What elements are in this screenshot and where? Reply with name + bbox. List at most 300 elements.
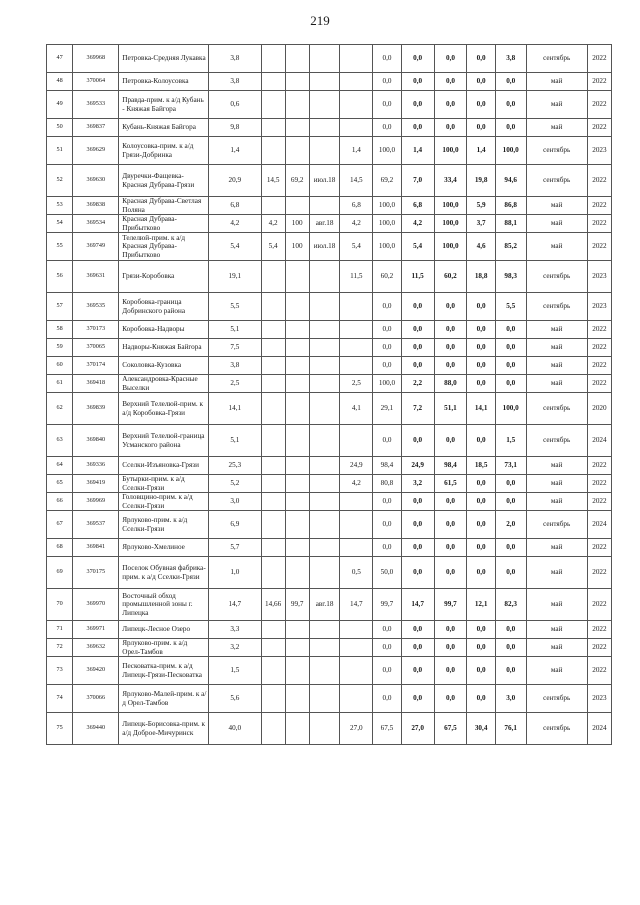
cell-month: май <box>526 475 587 493</box>
cell-f: 7,2 <box>401 393 434 425</box>
cell-g: 61,5 <box>434 475 467 493</box>
cell-h: 0,0 <box>467 73 495 91</box>
cell-h: 3,7 <box>467 215 495 233</box>
cell-len: 1,5 <box>209 657 262 685</box>
cell-code: 369440 <box>73 713 119 745</box>
cell-g: 0,0 <box>434 293 467 321</box>
table-row <box>47 685 612 713</box>
cell-d: 2,5 <box>340 375 373 393</box>
cell-i: 82,3 <box>495 589 526 621</box>
cell-month: май <box>526 233 587 261</box>
cell-f: 0,0 <box>401 293 434 321</box>
cell-year: 2022 <box>587 375 611 393</box>
cell-len: 0,6 <box>209 91 262 119</box>
cell-n: 58 <box>47 321 73 339</box>
cell-n: 63 <box>47 425 73 457</box>
cell-year: 2023 <box>587 137 611 165</box>
cell-h: 0,0 <box>467 511 495 539</box>
cell-year: 2022 <box>587 639 611 657</box>
cell-g: 88,0 <box>434 375 467 393</box>
cell-h: 14,1 <box>467 393 495 425</box>
cell-f: 4,2 <box>401 215 434 233</box>
cell-month: сентябрь <box>526 293 587 321</box>
cell-a <box>261 639 285 657</box>
cell-name: Двуречки-Фащевка-Красная Дубрава-Грязи <box>119 165 209 197</box>
cell-a <box>261 321 285 339</box>
cell-month: май <box>526 557 587 589</box>
cell-n: 64 <box>47 457 73 475</box>
cell-year: 2022 <box>587 45 611 73</box>
cell-len: 5,2 <box>209 475 262 493</box>
cell-i: 0,0 <box>495 119 526 137</box>
cell-n: 74 <box>47 685 73 713</box>
cell-i: 0,0 <box>495 73 526 91</box>
cell-f: 0,0 <box>401 657 434 685</box>
cell-e: 0,0 <box>373 321 401 339</box>
cell-a: 14,5 <box>261 165 285 197</box>
table-row <box>47 357 612 375</box>
cell-f: 7,0 <box>401 165 434 197</box>
cell-i: 98,3 <box>495 261 526 293</box>
cell-f: 5,4 <box>401 233 434 261</box>
cell-code: 369533 <box>73 91 119 119</box>
cell-name: Александровка-Красные Выселки <box>119 375 209 393</box>
cell-g: 0,0 <box>434 321 467 339</box>
cell-d: 6,8 <box>340 197 373 215</box>
cell-name: Правда-прим. к а/д Кубань - Княжая Байгора <box>119 91 209 119</box>
cell-n: 61 <box>47 375 73 393</box>
cell-e: 0,0 <box>373 357 401 375</box>
cell-code: 369535 <box>73 293 119 321</box>
cell-a <box>261 493 285 511</box>
table-row <box>47 91 612 119</box>
cell-g: 0,0 <box>434 621 467 639</box>
cell-month: май <box>526 621 587 639</box>
cell-f: 3,2 <box>401 475 434 493</box>
cell-c <box>309 375 340 393</box>
cell-code: 369418 <box>73 375 119 393</box>
cell-d <box>340 621 373 639</box>
cell-h: 5,9 <box>467 197 495 215</box>
cell-d <box>340 293 373 321</box>
cell-len: 4,2 <box>209 215 262 233</box>
cell-name: Соколовка-Кузовка <box>119 357 209 375</box>
cell-code: 369969 <box>73 493 119 511</box>
cell-code: 369419 <box>73 475 119 493</box>
cell-d <box>340 639 373 657</box>
cell-month: сентябрь <box>526 425 587 457</box>
cell-c <box>309 639 340 657</box>
cell-e: 0,0 <box>373 639 401 657</box>
cell-b <box>285 657 309 685</box>
cell-h: 0,0 <box>467 91 495 119</box>
cell-b: 100 <box>285 215 309 233</box>
cell-code: 369632 <box>73 639 119 657</box>
cell-i: 73,1 <box>495 457 526 475</box>
cell-b <box>285 91 309 119</box>
cell-e: 0,0 <box>373 45 401 73</box>
cell-c: авг.18 <box>309 589 340 621</box>
cell-d <box>340 321 373 339</box>
cell-n: 60 <box>47 357 73 375</box>
cell-year: 2022 <box>587 589 611 621</box>
cell-name: Ярлуково-Малей-прим. к а/д Орел-Тамбов <box>119 685 209 713</box>
cell-month: май <box>526 321 587 339</box>
cell-b <box>285 261 309 293</box>
cell-d <box>340 339 373 357</box>
cell-g: 0,0 <box>434 657 467 685</box>
cell-code: 369840 <box>73 425 119 457</box>
table-row <box>47 539 612 557</box>
cell-e: 0,0 <box>373 293 401 321</box>
cell-i: 76,1 <box>495 713 526 745</box>
cell-c <box>309 45 340 73</box>
cell-c <box>309 475 340 493</box>
cell-d <box>340 119 373 137</box>
cell-c <box>309 137 340 165</box>
cell-n: 68 <box>47 539 73 557</box>
cell-d <box>340 657 373 685</box>
cell-b <box>285 375 309 393</box>
cell-len: 5,5 <box>209 293 262 321</box>
cell-len: 5,4 <box>209 233 262 261</box>
cell-len: 7,5 <box>209 339 262 357</box>
cell-f: 0,0 <box>401 685 434 713</box>
cell-h: 0,0 <box>467 119 495 137</box>
cell-n: 49 <box>47 91 73 119</box>
table-row <box>47 215 612 233</box>
table-row <box>47 137 612 165</box>
cell-d: 0,5 <box>340 557 373 589</box>
cell-month: сентябрь <box>526 137 587 165</box>
cell-e: 50,0 <box>373 557 401 589</box>
cell-n: 70 <box>47 589 73 621</box>
cell-b <box>285 475 309 493</box>
cell-len: 3,8 <box>209 45 262 73</box>
cell-g: 0,0 <box>434 557 467 589</box>
cell-len: 14,1 <box>209 393 262 425</box>
cell-h: 18,5 <box>467 457 495 475</box>
cell-code: 369534 <box>73 215 119 233</box>
cell-e: 98,4 <box>373 457 401 475</box>
cell-i: 0,0 <box>495 621 526 639</box>
cell-code: 369631 <box>73 261 119 293</box>
cell-c <box>309 261 340 293</box>
cell-month: май <box>526 73 587 91</box>
cell-a: 5,4 <box>261 233 285 261</box>
cell-b <box>285 293 309 321</box>
cell-year: 2022 <box>587 493 611 511</box>
cell-a <box>261 45 285 73</box>
cell-c <box>309 91 340 119</box>
cell-len: 25,3 <box>209 457 262 475</box>
cell-month: май <box>526 119 587 137</box>
cell-month: май <box>526 357 587 375</box>
table-row <box>47 511 612 539</box>
cell-i: 0,0 <box>495 539 526 557</box>
cell-c <box>309 539 340 557</box>
cell-c <box>309 73 340 91</box>
cell-year: 2022 <box>587 215 611 233</box>
cell-c <box>309 657 340 685</box>
cell-b <box>285 357 309 375</box>
cell-c <box>309 713 340 745</box>
cell-code: 369630 <box>73 165 119 197</box>
cell-i: 100,0 <box>495 137 526 165</box>
cell-len: 1,0 <box>209 557 262 589</box>
table-row <box>47 233 612 261</box>
cell-year: 2024 <box>587 425 611 457</box>
cell-n: 75 <box>47 713 73 745</box>
cell-len: 6,9 <box>209 511 262 539</box>
cell-i: 100,0 <box>495 393 526 425</box>
cell-year: 2022 <box>587 457 611 475</box>
cell-n: 71 <box>47 621 73 639</box>
cell-e: 67,5 <box>373 713 401 745</box>
cell-c <box>309 393 340 425</box>
cell-a <box>261 137 285 165</box>
table-row <box>47 321 612 339</box>
cell-a <box>261 539 285 557</box>
cell-e: 69,2 <box>373 165 401 197</box>
cell-f: 0,0 <box>401 357 434 375</box>
cell-g: 0,0 <box>434 425 467 457</box>
cell-code: 369837 <box>73 119 119 137</box>
cell-n: 54 <box>47 215 73 233</box>
cell-b <box>285 73 309 91</box>
cell-d: 14,7 <box>340 589 373 621</box>
cell-len: 5,6 <box>209 685 262 713</box>
cell-g: 0,0 <box>434 493 467 511</box>
cell-i: 3,0 <box>495 685 526 713</box>
cell-month: сентябрь <box>526 713 587 745</box>
cell-n: 53 <box>47 197 73 215</box>
cell-name: Петровка-Колоусовка <box>119 73 209 91</box>
cell-n: 52 <box>47 165 73 197</box>
cell-h: 0,0 <box>467 621 495 639</box>
table-row <box>47 73 612 91</box>
table-row <box>47 557 612 589</box>
cell-e: 0,0 <box>373 119 401 137</box>
cell-d <box>340 493 373 511</box>
cell-i: 0,0 <box>495 91 526 119</box>
cell-a <box>261 73 285 91</box>
cell-name: Петровка-Средняя Лукавка <box>119 45 209 73</box>
cell-len: 5,1 <box>209 321 262 339</box>
cell-i: 0,0 <box>495 639 526 657</box>
cell-b <box>285 425 309 457</box>
cell-a <box>261 511 285 539</box>
cell-c <box>309 621 340 639</box>
cell-name: Грязи-Коробовка <box>119 261 209 293</box>
cell-n: 50 <box>47 119 73 137</box>
table-row <box>47 657 612 685</box>
cell-name: Колоусовка-прим. к а/д Грязи-Добринка <box>119 137 209 165</box>
cell-d <box>340 357 373 375</box>
cell-d: 27,0 <box>340 713 373 745</box>
cell-a <box>261 475 285 493</box>
cell-h: 0,0 <box>467 357 495 375</box>
cell-n: 69 <box>47 557 73 589</box>
cell-code: 369839 <box>73 393 119 425</box>
cell-f: 0,0 <box>401 493 434 511</box>
cell-name: Головщино-прим. к а/д Сселки-Грязи <box>119 493 209 511</box>
cell-g: 0,0 <box>434 511 467 539</box>
cell-b <box>285 639 309 657</box>
cell-len: 5,1 <box>209 425 262 457</box>
cell-month: май <box>526 197 587 215</box>
cell-f: 24,9 <box>401 457 434 475</box>
cell-e: 0,0 <box>373 657 401 685</box>
cell-len: 3,8 <box>209 73 262 91</box>
cell-year: 2022 <box>587 73 611 91</box>
cell-f: 0,0 <box>401 73 434 91</box>
cell-month: май <box>526 657 587 685</box>
cell-year: 2022 <box>587 197 611 215</box>
cell-f: 0,0 <box>401 621 434 639</box>
cell-b <box>285 511 309 539</box>
cell-g: 100,0 <box>434 215 467 233</box>
cell-i: 0,0 <box>495 493 526 511</box>
cell-b <box>285 197 309 215</box>
cell-month: май <box>526 375 587 393</box>
cell-name: Ярлуково-Хмелиное <box>119 539 209 557</box>
cell-month: сентябрь <box>526 165 587 197</box>
cell-month: май <box>526 493 587 511</box>
cell-code: 369537 <box>73 511 119 539</box>
table-row <box>47 713 612 745</box>
cell-b <box>285 621 309 639</box>
cell-name: Коробовка-граница Добринского района <box>119 293 209 321</box>
cell-b <box>285 557 309 589</box>
cell-c <box>309 339 340 357</box>
cell-d: 1,4 <box>340 137 373 165</box>
cell-h: 0,0 <box>467 557 495 589</box>
cell-g: 0,0 <box>434 119 467 137</box>
cell-g: 0,0 <box>434 73 467 91</box>
cell-c <box>309 197 340 215</box>
cell-c <box>309 557 340 589</box>
cell-g: 100,0 <box>434 233 467 261</box>
cell-month: сентябрь <box>526 45 587 73</box>
cell-len: 9,8 <box>209 119 262 137</box>
cell-a <box>261 293 285 321</box>
cell-name: Верхний Телелюй-прим. к а/д Коробовка-Грязи <box>119 393 209 425</box>
cell-code: 369336 <box>73 457 119 475</box>
cell-g: 0,0 <box>434 685 467 713</box>
cell-name: Поселок Обувная фабрика-прим. к а/д Сселки-Грязи <box>119 557 209 589</box>
cell-i: 88,1 <box>495 215 526 233</box>
cell-b <box>285 685 309 713</box>
cell-year: 2024 <box>587 713 611 745</box>
cell-e: 60,2 <box>373 261 401 293</box>
cell-n: 72 <box>47 639 73 657</box>
cell-g: 0,0 <box>434 357 467 375</box>
cell-g: 98,4 <box>434 457 467 475</box>
cell-e: 0,0 <box>373 339 401 357</box>
cell-len: 1,4 <box>209 137 262 165</box>
cell-name: Ярлуково-прим. к а/д Орел-Тамбов <box>119 639 209 657</box>
cell-len: 19,1 <box>209 261 262 293</box>
cell-len: 3,3 <box>209 621 262 639</box>
cell-f: 0,0 <box>401 45 434 73</box>
cell-year: 2023 <box>587 261 611 293</box>
cell-f: 0,0 <box>401 557 434 589</box>
cell-d: 24,9 <box>340 457 373 475</box>
cell-month: май <box>526 91 587 119</box>
cell-a <box>261 393 285 425</box>
cell-f: 0,0 <box>401 639 434 657</box>
cell-code: 369629 <box>73 137 119 165</box>
cell-d: 14,5 <box>340 165 373 197</box>
cell-month: сентябрь <box>526 685 587 713</box>
table-row <box>47 165 612 197</box>
cell-f: 27,0 <box>401 713 434 745</box>
cell-a: 14,66 <box>261 589 285 621</box>
cell-h: 0,0 <box>467 425 495 457</box>
cell-n: 57 <box>47 293 73 321</box>
cell-h: 0,0 <box>467 539 495 557</box>
cell-month: сентябрь <box>526 261 587 293</box>
cell-b <box>285 457 309 475</box>
cell-a <box>261 457 285 475</box>
cell-code: 370064 <box>73 73 119 91</box>
cell-b: 99,7 <box>285 589 309 621</box>
cell-c <box>309 511 340 539</box>
cell-i: 1,5 <box>495 425 526 457</box>
cell-year: 2022 <box>587 233 611 261</box>
cell-len: 20,9 <box>209 165 262 197</box>
cell-c <box>309 321 340 339</box>
cell-i: 85,2 <box>495 233 526 261</box>
cell-h: 0,0 <box>467 321 495 339</box>
cell-c <box>309 293 340 321</box>
cell-h: 0,0 <box>467 375 495 393</box>
cell-name: Кубань-Княжая Байгора <box>119 119 209 137</box>
cell-g: 100,0 <box>434 197 467 215</box>
cell-e: 0,0 <box>373 539 401 557</box>
cell-f: 0,0 <box>401 425 434 457</box>
cell-len: 40,0 <box>209 713 262 745</box>
cell-h: 30,4 <box>467 713 495 745</box>
cell-n: 66 <box>47 493 73 511</box>
cell-a <box>261 119 285 137</box>
cell-b <box>285 393 309 425</box>
table-row <box>47 45 612 73</box>
cell-name: Восточный обход промышленной зоны г. Липецка <box>119 589 209 621</box>
cell-g: 0,0 <box>434 539 467 557</box>
cell-n: 62 <box>47 393 73 425</box>
cell-year: 2022 <box>587 339 611 357</box>
cell-b <box>285 119 309 137</box>
cell-len: 5,7 <box>209 539 262 557</box>
cell-len: 6,8 <box>209 197 262 215</box>
cell-h: 1,4 <box>467 137 495 165</box>
cell-i: 2,0 <box>495 511 526 539</box>
cell-month: сентябрь <box>526 511 587 539</box>
table-row <box>47 589 612 621</box>
cell-d <box>340 73 373 91</box>
cell-h: 12,1 <box>467 589 495 621</box>
cell-f: 0,0 <box>401 321 434 339</box>
table-row <box>47 339 612 357</box>
cell-d: 4,2 <box>340 215 373 233</box>
cell-g: 60,2 <box>434 261 467 293</box>
cell-code: 370065 <box>73 339 119 357</box>
cell-e: 0,0 <box>373 511 401 539</box>
cell-e: 100,0 <box>373 137 401 165</box>
cell-e: 100,0 <box>373 197 401 215</box>
